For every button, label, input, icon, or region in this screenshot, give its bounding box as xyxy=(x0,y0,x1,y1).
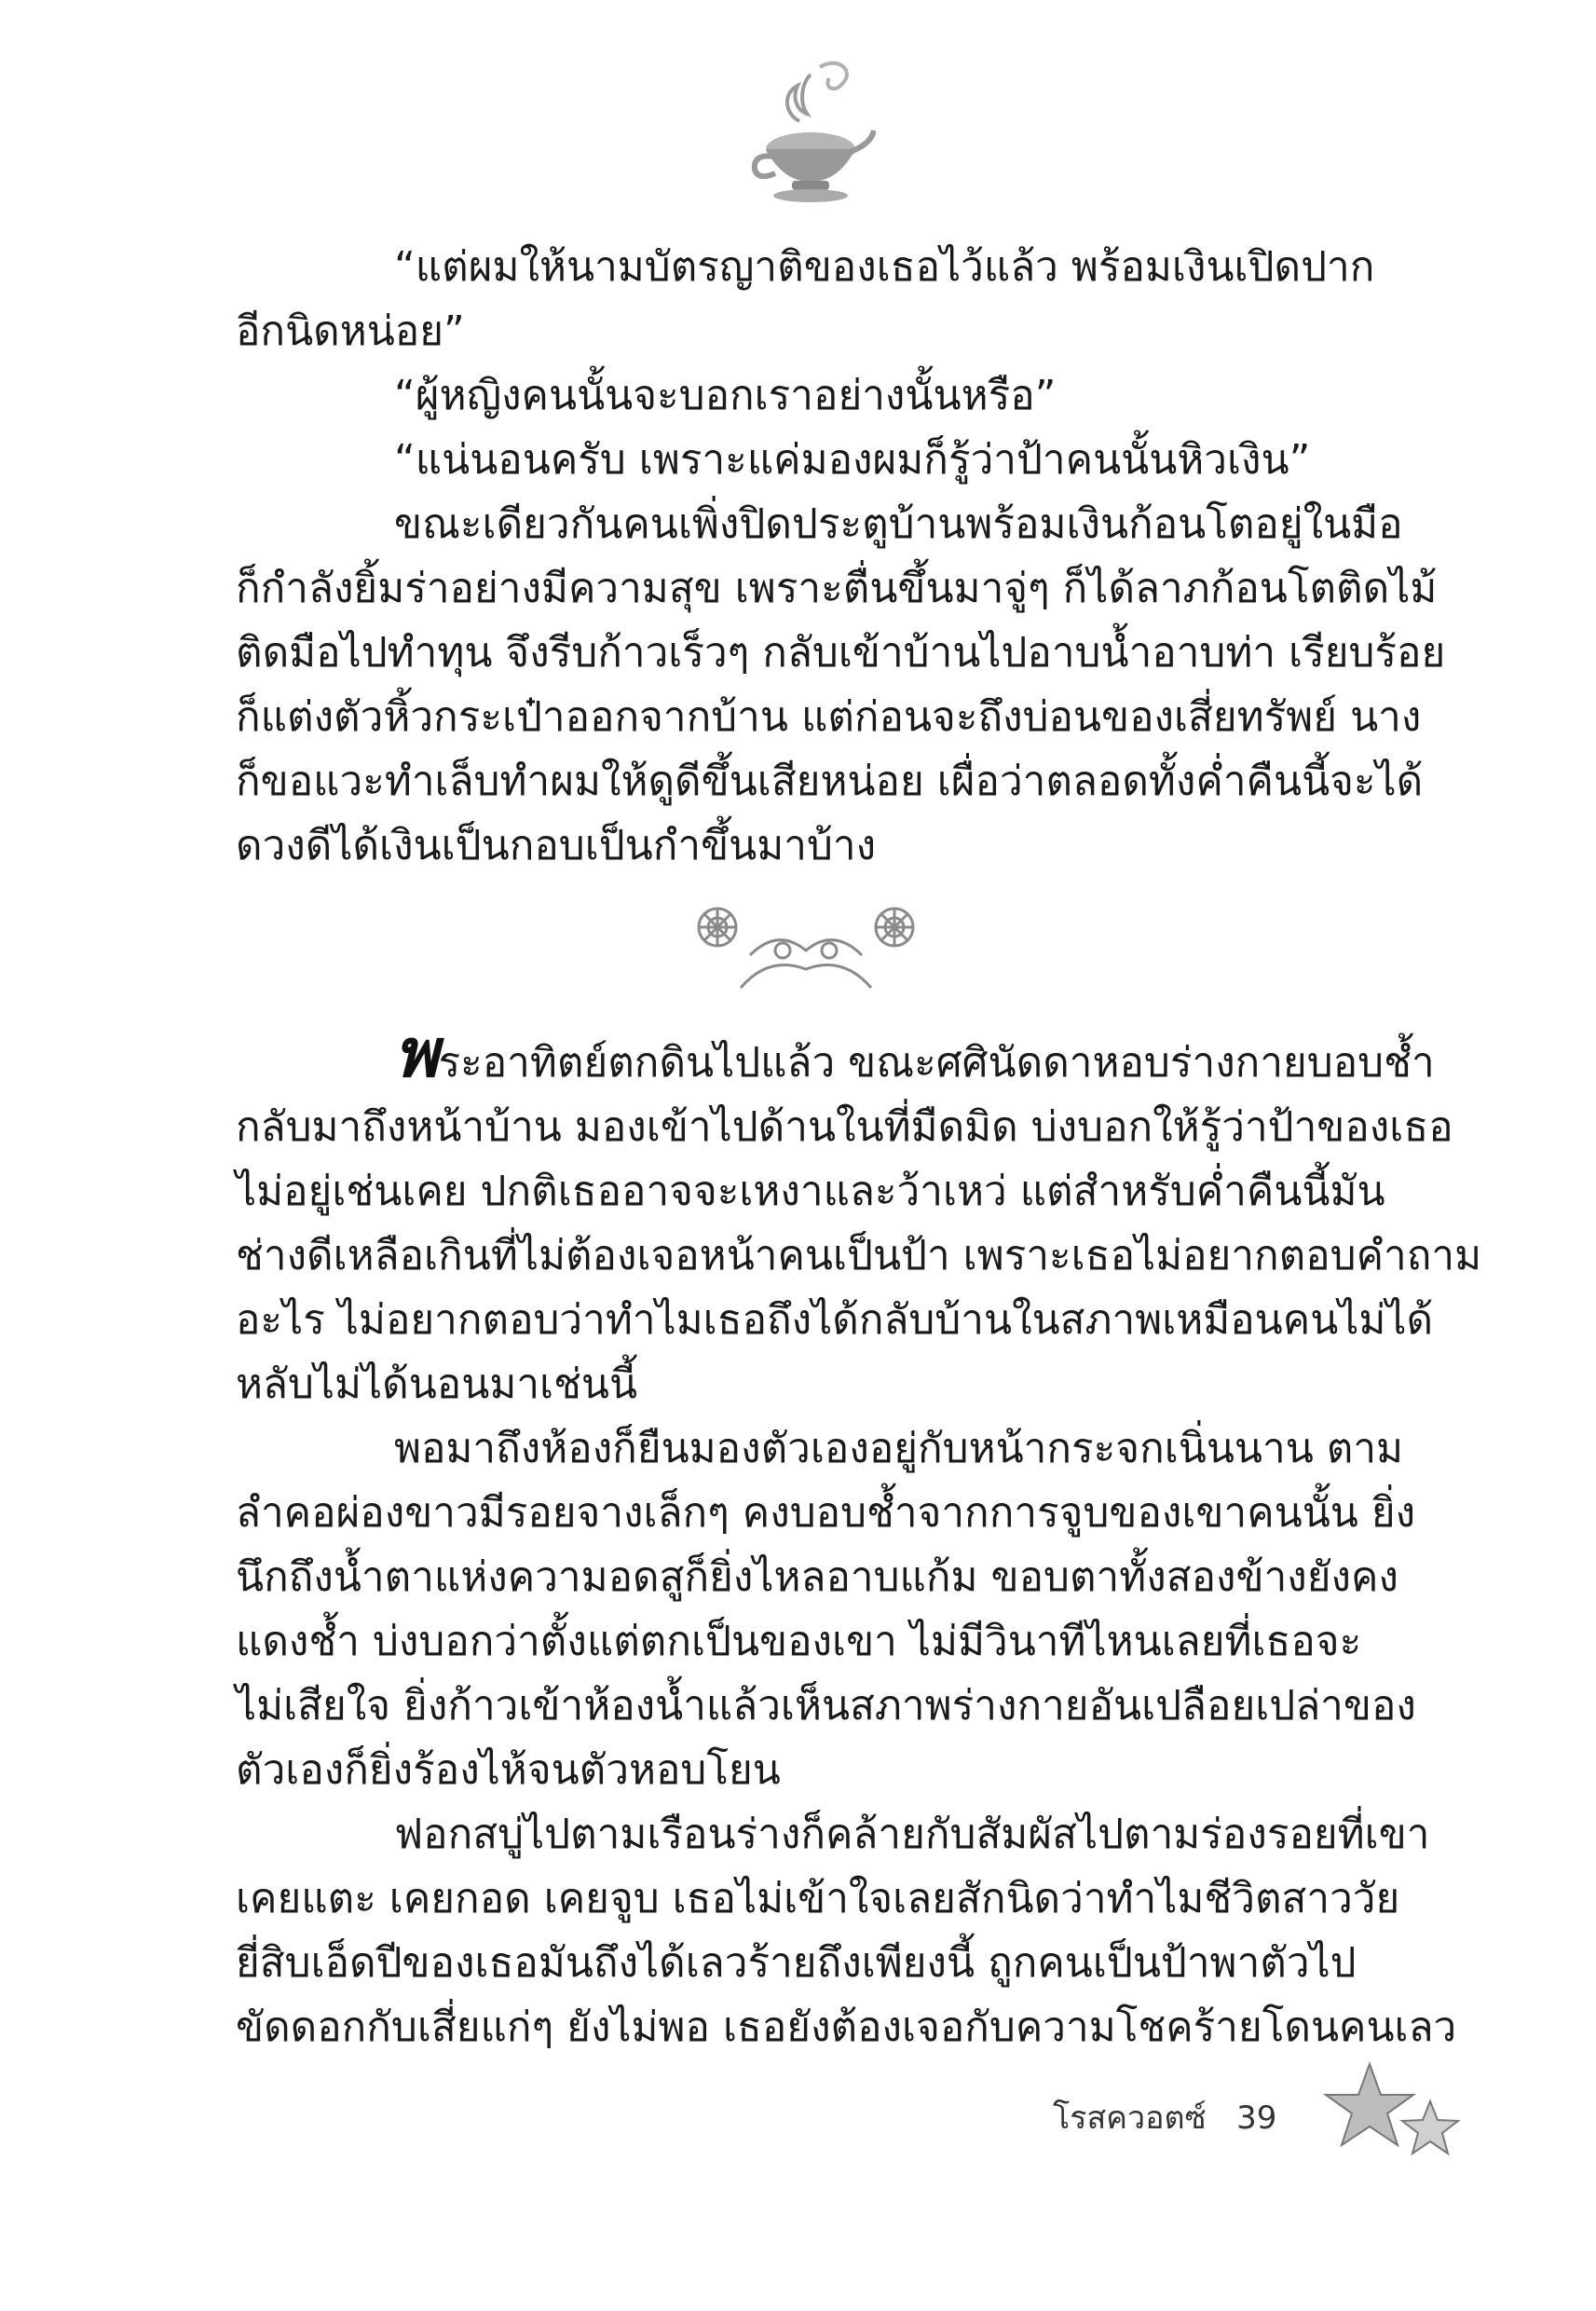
text-line: แดงช้ำ บ่งบอกว่าตั้งแต่ตกเป็นของเขา ไม่มีวินาทีไหนเลยที่เธอจะ xyxy=(236,1618,1362,1665)
stars-ornament xyxy=(1323,2059,1463,2162)
book-title: โรสควอตซ์ xyxy=(1053,2099,1207,2137)
text-line: ขณะเดียวกันคนเพิ่งปิดประตูบ้านพร้อมเงินก้อนโตอยู่ในมือ xyxy=(394,500,1403,548)
text-line: พอมาถึงห้องก็ยืนมองตัวเองอยู่กับหน้ากระจกเนิ่นนาน ตาม xyxy=(394,1425,1404,1472)
text-line: ช่างดีเหลือเกินที่ไม่ต้องเจอหน้าคนเป็นป้า เพราะเธอไม่อยากตอบคำถาม xyxy=(236,1232,1482,1279)
text-line: อะไร ไม่อยากตอบว่าทำไมเธอถึงได้กลับบ้านในสภาพเหมือนคนไม่ได้ xyxy=(236,1296,1434,1344)
drop-cap: พ xyxy=(394,1013,439,1092)
text-line: ก็กำลังยิ้มร่าอย่างมีความสุข เพราะตื่นขึ้นมาจู่ๆ ก็ได้ลาภก้อนโตติดไม้ xyxy=(236,565,1438,612)
text-line: ก็ขอแวะทำเล็บทำผมให้ดูดีขึ้นเสียหน่อย เผื่อว่าตลอดทั้งค่ำคืนนี้จะได้ xyxy=(236,758,1424,805)
text-line: นึกถึงน้ำตาแห่งความอดสูก็ยิ่งไหลอาบแก้ม ขอบตาทั้งสองข้างยังคง xyxy=(236,1553,1398,1601)
text-line: ดวงดีได้เงินเป็นกอบเป็นกำขึ้นมาบ้าง xyxy=(236,822,877,869)
text-line xyxy=(236,1013,1435,1095)
text-line: “แน่นอนครับ เพราะแค่มองผมก็รู้ว่าป้าคนนั้นหิวเงิน” xyxy=(394,436,1311,484)
floral-divider-ornament xyxy=(685,899,927,1002)
text-line: ยี่สิบเอ็ดปีของเธอมันถึงได้เลวร้ายถึงเพียงนี้ ถูกคนเป็นป้าพาตัวไป xyxy=(236,1939,1357,1987)
text-block-bottom xyxy=(236,1013,1482,2059)
text-line: ก็แต่งตัวหิ้วกระเป๋าออกจากบ้าน แต่ก่อนจะถึงบ่อนของเสี่ยทรัพย์ นาง xyxy=(236,693,1422,741)
page-footer xyxy=(1053,2092,1276,2142)
text-line: หลับไม่ได้นอนมาเช่นนี้ xyxy=(236,1361,638,1408)
text-line: “ผู้หญิงคนนั้นจะบอกเราอย่างนั้นหรือ” xyxy=(394,372,1057,419)
text-line: ไม่อยู่เช่นเคย ปกติเธออาจจะเหงาและว้าเหว่ แต่สำหรับค่ำคืนนี้มัน xyxy=(236,1168,1385,1215)
text-line: ขัดดอกกับเสี่ยแก่ๆ ยังไม่พอ เธอยังต้องเจอกับความโชคร้ายโดนคนเลว xyxy=(236,2003,1457,2051)
text-line-content: ระอาทิตย์ตกดินไปแล้ว ขณะศศินัดดาหอบร่างกายบอบช้ำ xyxy=(438,1039,1435,1087)
text-line: เคยแตะ เคยกอด เคยจูบ เธอไม่เข้าใจเลยสักนิดว่าทำไมชีวิตสาววัย xyxy=(236,1875,1400,1922)
text-line: ฟอกสบู่ไปตามเรือนร่างก็คล้ายกับสัมผัสไปตามร่องรอยที่เขา xyxy=(394,1811,1430,1858)
text-line: “แต่ผมให้นามบัตรญาติของเธอไว้แล้ว พร้อมเงินเปิดปาก xyxy=(394,243,1375,291)
text-line: ตัวเองก็ยิ่งร้องไห้จนตัวหอบโยน xyxy=(236,1746,781,1794)
text-block-top xyxy=(236,235,1446,878)
text-line: ลำคอผ่องขาวมีรอยจางเล็กๆ คงบอบช้ำจากการจูบของเขาคนนั้น ยิ่ง xyxy=(236,1489,1416,1537)
genie-lamp-ornament xyxy=(745,56,876,205)
text-line: อีกนิดหน่อย” xyxy=(236,308,465,355)
text-line: กลับมาถึงหน้าบ้าน มองเข้าไปด้านในที่มืดมิด บ่งบอกให้รู้ว่าป้าของเธอ xyxy=(236,1103,1453,1151)
text-line: ติดมือไปทำทุน จึงรีบก้าวเร็วๆ กลับเข้าบ้านไปอาบน้ำอาบท่า เรียบร้อย xyxy=(236,629,1446,677)
text-line: ไม่เสียใจ ยิ่งก้าวเข้าห้องน้ำแล้วเห็นสภาพร่างกายอันเปลือยเปล่าของ xyxy=(236,1682,1416,1730)
page-number: 39 xyxy=(1236,2099,1277,2137)
